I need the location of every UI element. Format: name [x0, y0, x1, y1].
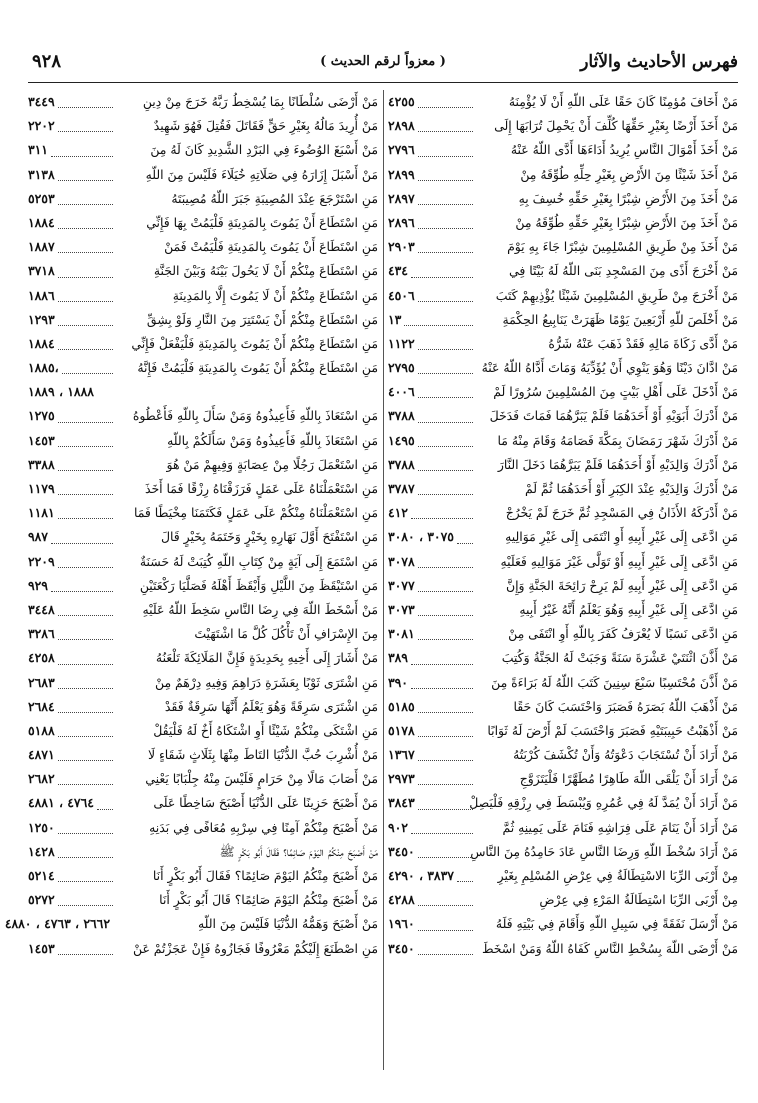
index-entry — [28, 622, 378, 646]
index-entry — [388, 138, 738, 162]
hadith-incipit: مَنِ اسْتَطَاعَ أَنْ يَمُوتَ بِالمَدِينَةِ فَلْيَمُتْ بِهَا فَإِنِّي — [146, 214, 378, 230]
index-entry — [28, 235, 378, 259]
hadith-incipit: مَنْ أَدْرَكَ وَالِدَيْهِ عِنْدَ الكِبَرِ أَوْ أَحَدَهُمَا ثُمَّ لَمْ — [524, 481, 738, 496]
hadith-incipit: مَنْ أَخَذَ شَيْئًا مِنَ الأَرْضِ بِغَيْرِ حِلِّهِ طُوِّقَهُ مِنْ — [520, 166, 738, 182]
hadith-incipit: مَنْ أَرَادَ أَنْ يَنَامَ عَلَى فِرَاشِهِ فَنَامَ عَلَى يَمِينِهِ ثُمَّ — [502, 819, 738, 835]
hadith-reference-number: ٣٤٤٨ — [28, 601, 55, 617]
dot-leader — [418, 808, 473, 810]
hadith-incipit: مَنْ أَدَّى زَكَاةَ مَالِهِ فَقَدْ ذَهَبَ عَنْهُ شَرُّهُ — [548, 335, 738, 351]
index-entry — [388, 235, 738, 259]
dot-leader — [58, 783, 113, 785]
index-entry — [28, 888, 378, 912]
dot-leader — [411, 832, 473, 834]
index-entry — [28, 767, 378, 791]
hadith-incipit: مَنْ أُشْرِبَ حُبَّ الدُّنْيَا التَاطَ مِنْهَا بِثَلَاثٍ شَقَاءٍ لَا — [147, 747, 378, 763]
hadith-reference-number: ٣٤٥٠ — [388, 843, 415, 859]
hadith-incipit: مَنْ أَرَادَ أَنْ يَلْقَى اللّهَ طَاهِرًا مُطَهَّرًا فَلْيَتَزَوَّجِ — [519, 771, 738, 787]
hadith-incipit: مَنْ ادَّانَ دَيْنًا وَهُوَ يَنْوِي أَنْ يُؤَدِّيَهُ وَمَاتَ أَدَّاهُ اللّهُ عَنْهُ — [481, 360, 738, 376]
index-entry — [4, 912, 378, 936]
dot-leader — [418, 929, 473, 931]
index-entry — [388, 90, 738, 114]
index-entry — [28, 671, 378, 695]
hadith-reference-number: ٢٨٩٦ — [388, 214, 415, 230]
dot-leader — [418, 856, 473, 858]
hadith-reference-number: ٣٩٠ — [388, 674, 408, 690]
index-entry — [388, 187, 738, 211]
hadith-incipit: مَنْ أَصْبَحَ وَهَمُّهُ الدُّنْيَا فَلَيْسَ مِنَ اللّهِ — [197, 916, 378, 932]
index-entry — [28, 937, 378, 961]
hadith-incipit: مَنْ أَخْلَصَ للّهِ أَرْبَعِينَ يَوْمًا ظَهَرَتْ يَنَابِيعُ الحِكْمَةِ — [502, 311, 738, 327]
hadith-reference-number: ٤٢٨٨ — [388, 892, 415, 908]
dot-leader — [58, 832, 113, 834]
dot-leader — [58, 904, 113, 906]
hadith-reference-number: ٥١٨٨ — [28, 722, 55, 738]
hadith-reference-number: ٣٧٨٨ — [388, 456, 415, 472]
hadith-incipit: مَنِ ادَّعَى نَسَبًا لَا يُعْرَفُ كَفَرَ بِاللّهِ أَوِ انْتَفَى مِنْ — [508, 626, 738, 642]
hadith-reference-number: ٢٨٩٨ — [388, 118, 415, 134]
dot-leader — [58, 324, 113, 326]
dot-leader — [418, 348, 473, 350]
hadith-reference-number: ١٤٩٥ — [388, 432, 415, 448]
index-entry — [388, 356, 738, 380]
hadith-incipit: مَنِ اسْتَطَاعَ مِنْكُمْ أَنْ يَمُوتَ بِالمَدِينَةِ فَلْيَمُتْ فَإِنَّهُ — [137, 360, 378, 376]
hadith-reference-number: ٣٨٤٣ — [388, 795, 415, 811]
hadith-reference-number: ١٤٢٨ — [28, 843, 55, 859]
hadith-incipit: مَنْ أَذَّنَ مُحْتَسِبًا سَبْعَ سِنِينَ كَتَبَ اللّهُ لَهُ بَرَاءَةً مِنَ — [491, 674, 738, 690]
hadith-incipit: مَنْ أَصْبَحَ مِنْكُمُ اليَوْمَ صَائِمًا؟ فَقَالَ أَبُو بَكْرٍ ﷺ — [219, 843, 378, 859]
hadith-reference-number: ٤٧٦٤ ، ٤٨٨١ — [28, 795, 94, 811]
index-entry — [28, 743, 378, 767]
hadith-reference-number: ٤٨٧١ — [28, 747, 55, 763]
index-page — [4, 48, 738, 1088]
hadith-incipit: مَنِ اصْطَنَعَ إِلَيْكُمْ مَعْرُوفًا فَجَازُوهُ فَإِنْ عَجَزْتُمْ عَنْ — [133, 940, 378, 956]
dot-leader — [58, 348, 113, 350]
dot-leader — [58, 735, 113, 737]
dot-leader — [418, 469, 473, 471]
hadith-reference-number: ٤١٢ — [388, 505, 408, 521]
hadith-incipit: مَنِ ادَّعَى إِلَى غَيْرِ أَبِيهِ أَوْ تَوَلَّى غَيْرَ مَوَالِيهِ فَعَلَيْهِ — [500, 553, 738, 569]
hadith-reference-number: ٥٢١٤ — [28, 868, 55, 883]
index-entry — [388, 308, 738, 332]
hadith-incipit: مَنْ أَدْرَكَ وَالِدَيْهِ أَوْ أَحَدَهُمَا فَلَمْ يَبَرَّهُمَا دَخَلَ النَّارَ — [497, 456, 738, 472]
hadith-incipit: مِنْ أَرْبَى الرِّبَا اسْتِطَالَةُ المَرْءِ فِي عِرْضِ — [539, 892, 738, 908]
dot-leader — [411, 517, 473, 519]
index-entry — [28, 525, 378, 549]
dot-leader — [97, 808, 113, 810]
index-entry — [388, 525, 738, 549]
dot-leader — [418, 783, 473, 785]
hadith-incipit: مَنِ اسْتَعَاذَ بِاللّهِ فَأَعِيذُوهُ وَمَنْ سَأَلَكُمْ بِاللّهِ — [167, 432, 378, 448]
hadith-incipit: مَنِ اشْتَرَى ثَوْبًا بِعَشَرَةِ دَرَاهِمَ وَفِيهِ دِرْهَمٌ مِنْ — [155, 674, 378, 690]
hadith-incipit: مَنِ اسْتَعْمَلْنَاهُ عَلَى عَمَلٍ فَرَزَقْنَاهُ رِزْقًا فَمَا أَخَذَ — [144, 481, 378, 496]
index-entry — [28, 574, 378, 598]
hadith-reference-number: ٥٢٧٢ — [28, 892, 55, 908]
hadith-reference-number: ٤٢٥٨ — [28, 650, 55, 666]
index-entry — [28, 791, 378, 815]
dot-leader — [418, 735, 473, 737]
hadith-reference-number: ٢٧٩٥ — [388, 360, 415, 376]
dot-leader — [418, 904, 473, 906]
index-entry — [28, 864, 378, 888]
hadith-reference-number: ٥٢٥٣ — [28, 190, 55, 206]
index-entry — [388, 791, 738, 815]
index-entry — [28, 114, 378, 138]
hadith-incipit: مَنْ أَخَذَ مِنَ الأَرْضِ شِبْرًا بِغَيْرِ حَقِّهِ طُوِّقَهُ مِنْ — [515, 214, 738, 230]
hadith-reference-number: ٣٨٣٧ ، ٤٢٩٠ — [388, 868, 454, 883]
dot-leader — [58, 687, 113, 689]
index-entry — [28, 284, 378, 308]
index-entry — [388, 937, 738, 961]
dot-leader — [418, 106, 473, 108]
index-entry — [28, 90, 378, 114]
hadith-incipit: مَنْ أُرِيدَ مَالُهُ بِغَيْرِ حَقٍّ فَقَاتَلَ فَقُتِلَ فَهُوَ شَهِيدٌ — [153, 118, 378, 134]
hadith-incipit: مَنْ أَخَافَ مُؤمِنًا كَانَ حَقًا عَلَى اللّهِ أَنْ لَا يُؤْمِنَهُ — [508, 94, 738, 109]
index-entry — [388, 840, 738, 864]
dot-leader — [418, 566, 473, 568]
hadith-reference-number: ٣١١ — [28, 142, 48, 158]
hadith-reference-number: ١٨٨٤ — [28, 335, 55, 351]
dot-leader — [457, 542, 473, 544]
index-entry — [388, 574, 738, 598]
hadith-incipit: مَنْ أَرْسَلَ نَفَقَةً فِي سَبِيلِ اللّهِ وَأَقَامَ فِي بَيْتِهِ فَلَهُ — [495, 916, 738, 932]
hadith-incipit: مَنْ أَصْبَحَ حَزِينًا عَلَى الدُّنْيَا أَصْبَحَ سَاخِطًا عَلَى — [153, 795, 378, 811]
dot-leader — [404, 324, 473, 326]
hadith-incipit: مَنْ أَخَذَ مِنَ الأَرْضِ شِبْرًا بِغَيْرِ حَقِّهِ خُسِفَ بِهِ — [518, 190, 738, 206]
dot-leader — [418, 251, 473, 253]
hadith-incipit: مَنِ اسْتَطَاعَ مِنْكُمْ أَنْ لَا يَمُوتَ إِلَّا بِالمَدِينَةِ — [172, 287, 378, 303]
hadith-incipit: مَنْ أَذْهَبَ اللّهُ بَصَرَهُ فَصَبَرَ وَاحْتَسَبَ كَانَ حَقًا — [513, 698, 738, 714]
index-entry — [388, 912, 738, 936]
hadith-reference-number: ٣٤٥٠ — [388, 940, 415, 956]
dot-leader — [418, 445, 473, 447]
hadith-incipit: مَنِ ادَّعَى إِلَى غَيْرِ أَبِيهِ وَهُوَ يَعْلَمُ أَنَّهُ غَيْرُ أَبِيهِ — [519, 601, 738, 617]
dot-leader — [58, 445, 113, 447]
hadith-reference-number: ٢٨٩٧ — [388, 190, 415, 206]
hadith-reference-number: ١٨٨٨ ، ١٨٨٩ — [28, 384, 94, 400]
dot-leader — [51, 542, 113, 544]
hadith-reference-number: ٣٠٧٧ — [388, 577, 415, 593]
hadith-reference-number: ١١٢٢ — [388, 335, 415, 351]
dot-leader — [418, 155, 473, 157]
dot-leader — [418, 638, 473, 640]
hadith-incipit: مَنِ اسْتَمَعَ إِلَى آيَةٍ مِنْ كِتَابِ اللّهِ كُتِبَتْ لَهُ حَسَنَةٌ — [139, 553, 378, 569]
hadith-incipit: مَنْ أَرْضَى سُلْطَانًا بِمَا يُسْخِطُ رَبَّهُ خَرَجَ مِنْ دِينِ — [142, 94, 378, 109]
hadith-reference-number: ٣٠٧٥ ، ٣٠٨٠ — [388, 529, 454, 545]
dot-leader — [58, 856, 113, 858]
hadith-reference-number: ٣٠٧٣ — [388, 601, 415, 617]
hadith-reference-number: ٤٠٠٦ — [388, 384, 415, 400]
dot-leader — [58, 614, 113, 616]
dot-leader — [457, 880, 473, 882]
dot-leader — [418, 493, 473, 495]
hadith-reference-number: ٣٧٨٧ — [388, 481, 415, 496]
hadith-reference-number: ٢٩٧٣ — [388, 771, 415, 787]
hadith-incipit: مَنِ اشْتَكَى مِنْكُمْ شَيْئًا أَوِ اشْتَكَاهُ أَخٌ لَهُ فَلْيَقُلْ — [153, 722, 378, 738]
hadith-reference-number: ٣٨٩ — [388, 650, 408, 666]
hadith-incipit: مَنْ أَخْرَجَ مِنْ طَرِيقِ المُسْلِمِينَ شَيْئًا يُؤْذِيهِمْ كَتَبَ — [495, 287, 738, 303]
hadith-incipit: مَنْ أَدْرَكَهُ الأَذَانُ فِي المَسْجِدِ ثُمَّ خَرَجَ لَمْ يَخْرُجْ — [505, 505, 738, 521]
index-entry — [388, 211, 738, 235]
dot-leader — [58, 759, 113, 761]
hadith-incipit: مَنِ اسْتَفْتَحَ أَوَّلَ نَهَارِهِ بِخَيْرٍ وَخَتَمَهُ بِخَيْرٍ قَالَ — [161, 529, 378, 545]
index-entry — [388, 767, 738, 791]
hadith-reference-number: ١٨٨٧ — [28, 239, 55, 255]
index-entry — [28, 477, 378, 501]
hadith-incipit: مِنَ الإِسْرَافِ أَنْ تَأْكُلَ كُلَّ مَا اشْتَهَيْتَ — [194, 626, 378, 642]
index-entry — [28, 187, 378, 211]
hadith-reference-number: ١٤٥٣ — [28, 940, 55, 956]
hadith-incipit: مَنْ أَخْرَجَ أَذًى مِنَ المَسْجِدِ بَنَى اللّهُ لَهُ بَيْتًا فِي — [509, 263, 738, 279]
dot-leader — [58, 251, 113, 253]
hadith-reference-number: ٣٠٧٨ — [388, 553, 415, 569]
index-entry — [388, 671, 738, 695]
index-entry — [28, 550, 378, 574]
dot-leader — [418, 590, 473, 592]
dot-leader — [58, 953, 113, 955]
hadith-reference-number: ٣٣٨٨ — [28, 456, 55, 472]
hadith-reference-number: ٩٢٩ — [28, 577, 48, 593]
dot-leader — [418, 300, 473, 302]
hadith-reference-number: ١٣ — [388, 311, 402, 327]
dot-leader — [58, 106, 113, 108]
hadith-incipit: مِنْ أَرْبَى الرِّبَا الاسْتِطَالَةُ فِي عِرْضِ المُسْلِمِ بِغَيْرِ — [497, 868, 738, 883]
hadith-reference-number: ١٨٨٤ — [28, 214, 55, 230]
hadith-reference-number: ١٩٦٠ — [388, 916, 415, 932]
index-entry — [28, 380, 378, 404]
dot-leader — [418, 711, 473, 713]
index-entry — [28, 356, 378, 380]
index-entry — [28, 598, 378, 622]
hadith-reference-number: ٤٥٠٦ — [388, 287, 415, 303]
hadith-reference-number: ،١٨٨٥ — [28, 360, 59, 376]
hadith-reference-number: ١٢٧٥ — [28, 408, 55, 424]
hadith-incipit: مَنْ أَصَابَ مَالًا مِنْ حَرَامٍ فَلَيْسَ مِنْهُ جِلْبَابًا يَعْنِي — [145, 771, 378, 787]
hadith-reference-number: ٢٦٨٣ — [28, 674, 55, 690]
hadith-reference-number: ٤٣٤ — [388, 263, 408, 279]
hadith-reference-number: ١٨٨٦ — [28, 287, 55, 303]
hadith-reference-number: ٢٢٠٢ — [28, 118, 55, 134]
running-subtitle: ( معزواً لرقم الحديث ) — [320, 54, 446, 69]
index-entry — [28, 211, 378, 235]
dot-leader — [51, 155, 113, 157]
dot-leader — [418, 614, 473, 616]
hadith-reference-number: ٢٦٦٢ ، ٤٧٦٣ ، ٤٨٨٠ — [4, 916, 110, 932]
index-entry — [388, 114, 738, 138]
dot-leader — [411, 663, 473, 665]
running-title: فهرس الأحاديث والآثار — [580, 52, 738, 72]
hadith-incipit: مَنْ أَدْخَلَ عَلَى أَهْلِ بَيْتٍ مِنَ المُسْلِمِينَ سُرُورًا لَمْ — [493, 384, 738, 400]
hadith-incipit: مَنِ اسْتَطَاعَ أَنْ يَمُوتَ بِالمَدِينَةِ فَلْيَمُتْ فَمَنْ — [164, 239, 378, 255]
index-entry — [388, 284, 738, 308]
hadith-incipit: مَنِ اسْتَطَاعَ مِنْكُمْ أَنْ يَسْتَتِرَ مِنَ النَّارِ وَلَوْ بِشِقِّ — [146, 311, 378, 327]
hadith-incipit: مَنِ ادَّعَى إِلَى غَيْرِ أَبِيهِ أَوِ انْتَمَى إِلَى غَيْرِ مَوَالِيهِ — [505, 529, 738, 545]
dot-leader — [418, 759, 473, 761]
index-entry — [28, 404, 378, 428]
index-entry — [28, 719, 378, 743]
hadith-reference-number: ٢٢٠٩ — [28, 553, 55, 569]
index-entry — [28, 429, 378, 453]
index-entry — [28, 138, 378, 162]
hadith-incipit: مَنِ ادَّعَى إِلَى غَيْرِ أَبِيهِ لَمْ يَرِحْ رَائِحَةَ الجَنَّةِ وَإِنَّ — [505, 577, 738, 593]
hadith-reference-number: ٥١٨٥ — [388, 698, 415, 714]
index-entry — [388, 477, 738, 501]
index-entry — [388, 646, 738, 670]
dot-leader — [58, 276, 113, 278]
hadith-incipit: مَنْ أَسْخَطَ اللّهَ فِي رِضَا النَّاسِ سَخِطَ اللّهُ عَلَيْهِ — [142, 601, 378, 617]
dot-leader — [58, 638, 113, 640]
index-entry — [28, 308, 378, 332]
dot-leader — [418, 953, 473, 955]
hadith-incipit: مَنِ اسْتَعْمَلْنَاهُ مِنْكُمْ عَلَى عَمَلٍ فَكَتَمَنَا مِخْيَطًا فَمَا — [133, 505, 378, 521]
hadith-reference-number: ٣٤٤٩ — [28, 94, 55, 109]
index-entry — [388, 598, 738, 622]
hadith-reference-number: ٤٢٥٥ — [388, 94, 415, 109]
hadith-reference-number: ٢٩٠٣ — [388, 239, 415, 255]
hadith-incipit: مَنْ أَرْضَى اللّهَ بِسُخْطِ النَّاسِ كَفَاهُ اللّهُ وَمَنْ اسْخَطَ — [482, 940, 738, 956]
hadith-reference-number: ٩٨٧ — [28, 529, 48, 545]
hadith-incipit: مَنْ أَسْبَلَ إِزَارَهُ فِي صَلَاتِهِ خُيَلَاءَ فَلَيْسَ مِنَ اللّهِ — [145, 166, 378, 182]
hadith-incipit: مَنْ أَدْرَكَ شَهْرَ رَمَضَانَ بِمَكَّةَ فَصَامَهُ وَقَامَ مِنْهُ مَا — [497, 432, 738, 448]
hadith-reference-number: ٥١٧٨ — [388, 722, 415, 738]
index-entry — [28, 840, 378, 864]
dot-leader — [51, 590, 113, 592]
index-entry — [28, 332, 378, 356]
hadith-incipit: مَنِ اسْتَعَاذَ بِاللّهِ فَأَعِيذُوهُ وَمَنْ سَأَلَ بِاللّهِ فَأَعْطُوهُ — [132, 408, 378, 424]
index-entry — [388, 719, 738, 743]
dot-leader — [418, 227, 473, 229]
hadith-incipit: مَنْ أَخَذَ أَمْوَالَ النَّاسِ يُرِيدُ أَدَاءَهَا أَدَّى اللّهُ عَنْهُ — [510, 142, 738, 158]
hadith-incipit: مَنْ أَصْبَحَ مِنْكُمْ آمِنًا فِي سِرْبِهِ مُعَافًى فِي بَدَنِهِ — [149, 819, 378, 835]
dot-leader — [58, 517, 113, 519]
page-header — [28, 48, 738, 83]
hadith-reference-number: ٣٠٨١ — [388, 626, 415, 642]
hadith-incipit: مَنْ أَشَارَ إِلَى أَخِيهِ بِحَدِيدَةٍ فَإِنَّ المَلَائِكَةَ تَلْعَنُهُ — [155, 650, 378, 666]
hadith-reference-number: ٢٧٩٦ — [388, 142, 415, 158]
index-entry — [388, 888, 738, 912]
index-entry — [28, 501, 378, 525]
index-entry — [28, 695, 378, 719]
hadith-reference-number: ٣١٣٨ — [28, 166, 55, 182]
hadith-incipit: مَنْ أَذْهَبْتُ حَبِيبَتَيْهِ فَصَبَرَ وَاحْتَسَبَ لَمْ أَرْضَ لَهُ ثَوَابًا — [487, 722, 738, 738]
hadith-incipit: مَنِ اسْتَطَاعَ مِنْكُمْ أَنْ لَا يَحُولَ بَيْنَهُ وَبَيْنَ الجَنَّةِ — [153, 263, 378, 279]
hadith-reference-number: ٢٦٨٤ — [28, 698, 55, 714]
dot-leader — [418, 179, 473, 181]
left-column — [4, 90, 378, 961]
index-entry — [388, 380, 738, 404]
dot-leader — [62, 372, 113, 374]
column-divider — [383, 90, 384, 1070]
hadith-reference-number: ٩٠٢ — [388, 819, 408, 835]
hadith-incipit: مَنْ أَصْبَحَ مِنْكُمُ اليَوْمَ صَائِمًا؟ فَقَالَ أَبُو بَكْرٍ أَنَا — [152, 868, 378, 883]
hadith-reference-number: ٢٦٨٢ — [28, 771, 55, 787]
hadith-incipit: مَنِ اسْتَطَاعَ مِنْكُمْ أَنْ يَمُوتَ بِالمَدِينَةِ فَلْيَفْعَلْ فَإِنِّي — [131, 335, 378, 351]
right-column — [388, 90, 738, 961]
hadith-reference-number: ٢٨٩٩ — [388, 166, 415, 182]
dot-leader — [411, 687, 473, 689]
index-entry — [388, 622, 738, 646]
index-entry — [388, 864, 738, 888]
dot-leader — [58, 203, 113, 205]
hadith-reference-number: ١١٨١ — [28, 505, 55, 521]
dot-leader — [58, 179, 113, 181]
index-entry — [388, 404, 738, 428]
dot-leader — [58, 880, 113, 882]
hadith-reference-number: ١٣٦٧ — [388, 747, 415, 763]
dot-leader — [418, 372, 473, 374]
index-entry — [388, 743, 738, 767]
hadith-incipit: مَنْ أَرَادَ أَنْ تُسْتَجَابَ دَعْوَتُهُ وَأَنْ تُكْشَفَ كُرْبَتُهُ — [513, 747, 738, 763]
hadith-incipit: مَنْ أَدْرَكَ أَبَوَيْهِ أَوْ أَحَدَهُمَا فَلَمْ يَبَرَّهُمَا فَمَاتَ فَدَخَلَ — [489, 408, 738, 424]
index-columns — [4, 90, 738, 1080]
index-entry — [388, 816, 738, 840]
hadith-reference-number: ١٢٥٠ — [28, 819, 55, 835]
hadith-reference-number: ٣٧٨٨ — [388, 408, 415, 424]
hadith-incipit: مَنْ أَصْبَحَ مِنْكُمُ اليَوْمَ صَائِمًا؟ قَالَ أَبُو بَكْرٍ أَنَا — [159, 892, 378, 908]
hadith-reference-number: ١٤٥٣ — [28, 432, 55, 448]
hadith-incipit: مَنِ اشْتَرَى سَرِقَةً وَهُوَ يَعْلَمُ أَنَّهَا سَرِقَةٌ فَقَدْ — [164, 698, 378, 714]
hadith-incipit: مَنِ اسْتَعْمَلَ رَجُلًا مِنْ عِصَابَةٍ وَفِيهِمْ مَنْ هُوَ — [166, 456, 378, 472]
page-number: ٩٢٨ — [32, 51, 62, 72]
index-entry — [28, 816, 378, 840]
dot-leader — [418, 396, 473, 398]
hadith-incipit: مَنْ أَسْبَغَ الوُضُوءَ فِي البَرْدِ الشَّدِيدِ كَانَ لَهُ مِنَ — [150, 142, 378, 158]
dot-leader — [411, 276, 473, 278]
index-entry — [388, 429, 738, 453]
index-entry — [388, 259, 738, 283]
hadith-incipit: مَنْ أَرَادَ سُخْطَ اللّهِ وَرِضَا النَّاسِ عَادَ حَامِدُهُ مِنَ النَّاسِ — [470, 843, 738, 859]
dot-leader — [58, 300, 113, 302]
dot-leader — [58, 566, 113, 568]
dot-leader — [58, 421, 113, 423]
index-entry — [388, 332, 738, 356]
index-entry — [28, 453, 378, 477]
hadith-reference-number: ١٢٩٣ — [28, 311, 55, 327]
hadith-incipit: مَنْ أَرَادَ أَنْ يُمَدَّ لَهُ فِي عُمُرِهِ وَيُبْسَطَ فِي رِزْقِهِ فَلْيَصِلْ — [469, 795, 738, 811]
index-entry — [28, 646, 378, 670]
dot-leader — [58, 711, 113, 713]
hadith-incipit: مَنِ اسْتَيْقَظَ مِنَ اللَّيْلِ وَأَيْقَظَ أَهْلَهُ فَصَلَّيَا رَكْعَتَيْنِ — [139, 577, 378, 593]
hadith-incipit: مَنْ أَذَّنَ اثْنَتَيْ عَشْرَةَ سَنَةً وَجَبَتْ لَهُ الجَنَّةُ وَكُتِبَ — [501, 650, 738, 666]
index-entry — [388, 550, 738, 574]
index-entry — [388, 695, 738, 719]
index-entry — [388, 163, 738, 187]
hadith-incipit: مَنْ أَخَذَ أَرْضًا بِغَيْرِ حَقِّهَا كُلِّفَ أَنْ يَحْمِلَ تُرَابَهَا إِلَى — [494, 118, 738, 134]
hadith-incipit: مَنْ أَخَذَ مِنْ طَرِيقِ المُسْلِمِينَ شِبْرًا جَاءَ بِهِ يَوْمَ — [507, 239, 738, 255]
index-entry — [388, 453, 738, 477]
hadith-reference-number: ١١٧٩ — [28, 481, 55, 496]
index-entry — [28, 259, 378, 283]
hadith-incipit: مَنِ اسْتَرْجَعَ عِنْدَ المُصِيبَةِ جَبَرَ اللّهُ مُصِيبَتَهُ — [171, 190, 378, 206]
hadith-reference-number: ٣٧١٨ — [28, 263, 55, 279]
dot-leader — [58, 469, 113, 471]
dot-leader — [418, 130, 473, 132]
dot-leader — [58, 227, 113, 229]
index-entry — [388, 501, 738, 525]
dot-leader — [58, 130, 113, 132]
dot-leader — [58, 663, 113, 665]
dot-leader — [418, 421, 473, 423]
hadith-reference-number: ٣٢٨٦ — [28, 626, 55, 642]
dot-leader — [58, 493, 113, 495]
dot-leader — [418, 203, 473, 205]
index-entry — [28, 163, 378, 187]
